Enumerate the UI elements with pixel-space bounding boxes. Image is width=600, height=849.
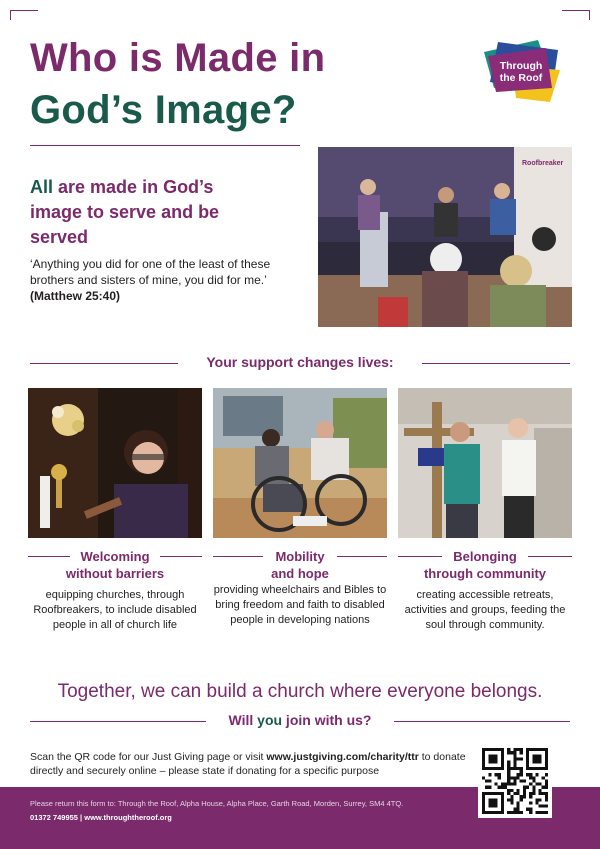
support-heading: Your support changes lives: — [206, 354, 394, 370]
logo-text-line-1: Through — [499, 60, 543, 72]
column-body: creating accessible retreats, activities and groups, feeding the soul through community. — [404, 589, 566, 631]
quote-reference: (Matthew 25:40) — [30, 289, 121, 303]
through-the-roof-logo — [480, 40, 562, 104]
column-heading — [213, 548, 387, 582]
column-belonging — [398, 548, 572, 633]
photo-welcoming — [28, 388, 202, 538]
join-heading — [0, 712, 600, 728]
page-title — [30, 32, 325, 136]
title-line-2: God’s Image? — [30, 88, 297, 132]
crop-mark-top-right — [562, 10, 590, 20]
photo-belonging — [398, 388, 572, 538]
bible-quote — [30, 256, 290, 304]
column-heading — [28, 548, 202, 582]
banner-text: Roofbreaker — [522, 160, 564, 167]
column-body: providing wheelchairs and Bibles to bring freedom and faith to disabled people in developing nations — [213, 584, 387, 626]
contact-details[interactable]: 01372 749955 | www.throughtheroof.org — [30, 813, 172, 822]
qr-code-icon — [482, 748, 548, 814]
qr-code[interactable] — [478, 744, 552, 818]
column-heading-line-2: and hope — [271, 566, 329, 581]
quote-text: ‘Anything you did for one of the least of these brothers and sisters of mine, you did for me.’ — [30, 257, 271, 287]
photo-mobility — [213, 388, 387, 538]
join-text-1: Will — [228, 712, 258, 728]
column-heading — [398, 548, 572, 582]
return-address: Please return this form to: Through the Roof, Alpha House, Alpha Place, Garth Road, Morden, Surrey, SM4 4TQ. — [30, 799, 404, 808]
lead-statement — [30, 175, 270, 250]
join-text-2: join with us? — [282, 712, 372, 728]
scan-text-1: Scan the QR code for our Just Giving page or visit — [30, 751, 267, 763]
logo-text-line-2: the Roof — [499, 72, 543, 84]
join-emphasis: you — [257, 712, 283, 728]
photo-worship-event — [318, 147, 572, 327]
donation-instructions — [30, 750, 480, 778]
together-statement: Together, we can build a church where everyone belongs. — [57, 681, 543, 702]
column-heading-line-2: through community — [423, 566, 547, 581]
column-heading-line-1: Welcoming — [80, 549, 150, 564]
scan-text-2: to donate directly and securely online – please state if donating for a specific purpose — [30, 751, 466, 777]
crop-mark-top-left — [10, 10, 38, 20]
column-welcoming — [28, 548, 202, 633]
column-heading-line-1: Mobility — [275, 549, 325, 564]
column-mobility — [213, 548, 387, 628]
lead-rest: are made in God’s image to serve and be served — [30, 177, 220, 247]
lead-emphasis: All — [30, 177, 59, 197]
column-body: equipping churches, through Roofbreakers, to include disabled people in all of church life — [33, 589, 197, 631]
title-line-1: Who is Made in — [30, 36, 326, 80]
title-rule — [30, 145, 300, 146]
column-heading-line-1: Belonging — [453, 549, 517, 564]
justgiving-link[interactable]: www.justgiving.com/charity/ttr — [266, 751, 419, 763]
column-heading-line-2: without barriers — [65, 566, 165, 581]
